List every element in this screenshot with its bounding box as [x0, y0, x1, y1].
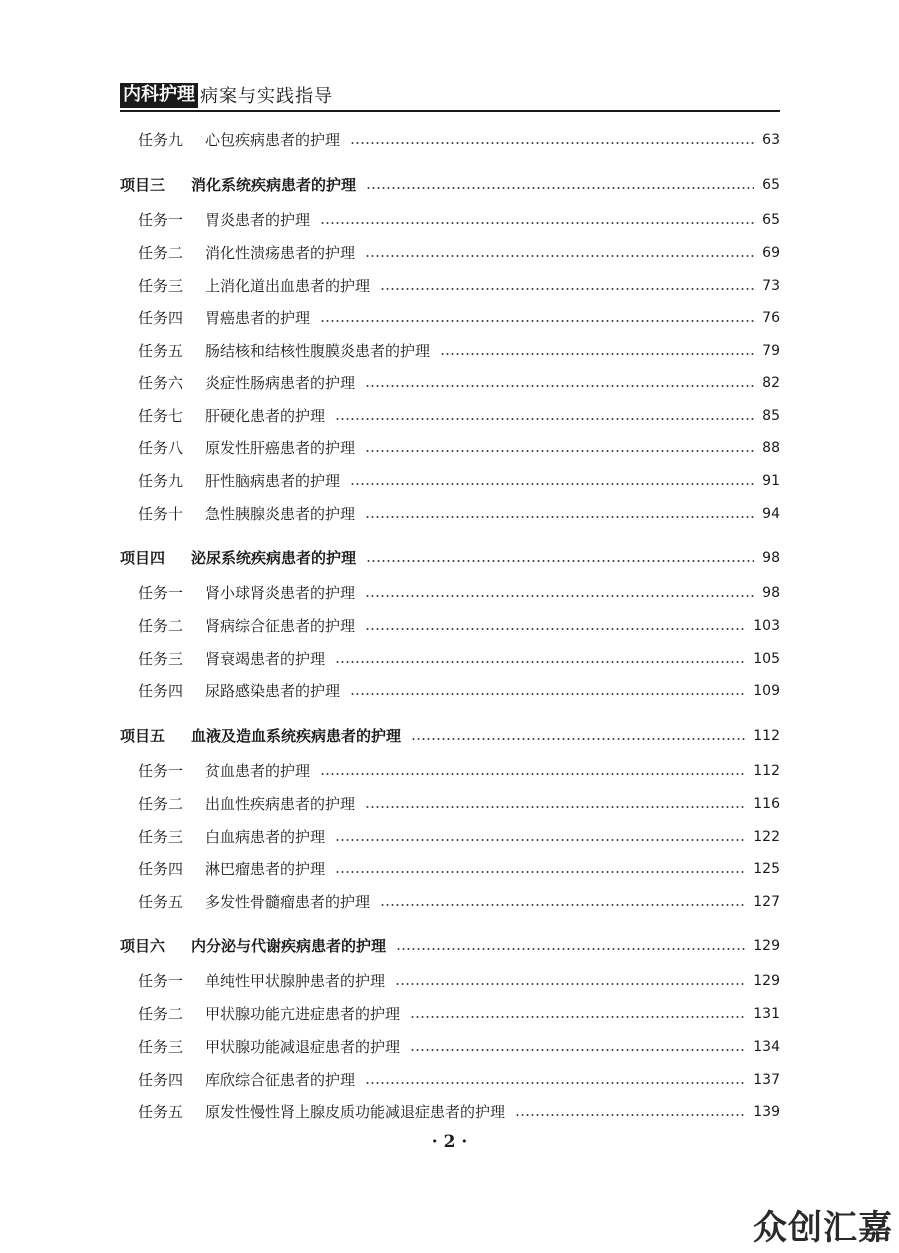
toc-leader-dots [365, 595, 754, 597]
toc-task-entry[interactable] [138, 1003, 780, 1025]
toc-entry-title: 心包疾病患者的护理 [205, 131, 341, 149]
toc-entry-title: 原发性肝癌患者的护理 [205, 439, 356, 457]
toc-entry-number: 任务四 [138, 309, 184, 327]
toc-entry-number: 任务二 [138, 617, 184, 635]
toc-task-entry[interactable] [138, 437, 780, 459]
toc-leader-dots [396, 948, 745, 950]
toc-entry-number: 任务四 [138, 682, 184, 700]
toc-entry-title: 单纯性甲状腺肿患者的护理 [205, 972, 386, 990]
toc-entry-number: 项目六 [120, 937, 166, 955]
toc-leader-dots [320, 320, 754, 322]
toc-entry-number: 任务一 [138, 584, 184, 602]
toc-section-entry[interactable] [120, 725, 780, 747]
toc-entry-title: 炎症性肠病患者的护理 [205, 374, 356, 392]
toc-entry-number: 任务三 [138, 650, 184, 668]
toc-leader-dots [320, 773, 745, 775]
toc-entry-page: 85 [762, 408, 780, 424]
toc-entry-number: 任务四 [138, 1071, 184, 1089]
toc-entry-title: 肾衰竭患者的护理 [205, 650, 326, 668]
toc-section-entry[interactable] [120, 174, 780, 196]
toc-section-entry[interactable] [120, 547, 780, 569]
toc-entry-title: 尿路感染患者的护理 [205, 682, 341, 700]
toc-leader-dots [350, 142, 754, 144]
toc-entry-title: 消化性溃疡患者的护理 [205, 244, 356, 262]
toc-task-entry[interactable] [138, 340, 780, 362]
toc-entry-number: 任务一 [138, 972, 184, 990]
toc-entry-page: 73 [762, 278, 780, 294]
toc-entry-title: 急性胰腺炎患者的护理 [205, 505, 356, 523]
toc-task-entry[interactable] [138, 1101, 780, 1123]
toc-task-entry[interactable] [138, 275, 780, 297]
toc-entry-title: 肝硬化患者的护理 [205, 407, 326, 425]
toc-task-entry[interactable] [138, 582, 780, 604]
toc-entry-title: 消化系统疾病患者的护理 [191, 176, 357, 194]
toc-task-entry[interactable] [138, 470, 780, 492]
toc-entry-page: 112 [753, 763, 780, 779]
toc-task-entry[interactable] [138, 826, 780, 848]
toc-entry-page: 88 [762, 440, 780, 456]
toc-entry-page: 129 [753, 973, 780, 989]
toc-entry-number: 任务一 [138, 762, 184, 780]
toc-leader-dots [335, 871, 745, 873]
toc-leader-dots [411, 738, 745, 740]
toc-entry-number: 任务三 [138, 828, 184, 846]
toc-entry-title: 肝性脑病患者的护理 [205, 472, 341, 490]
toc-entry-title: 白血病患者的护理 [205, 828, 326, 846]
toc-entry-title: 甲状腺功能减退症患者的护理 [205, 1038, 401, 1056]
toc-entry-number: 任务九 [138, 472, 184, 490]
toc-entry-title: 原发性慢性肾上腺皮质功能减退症患者的护理 [205, 1103, 506, 1121]
toc-leader-dots [320, 222, 754, 224]
toc-entry-page: 137 [753, 1072, 780, 1088]
toc-task-entry[interactable] [138, 503, 780, 525]
toc-entry-title: 淋巴瘤患者的护理 [205, 860, 326, 878]
toc-entry-page: 127 [753, 894, 780, 910]
toc-entry-page: 69 [762, 245, 780, 261]
toc-entry-page: 116 [753, 796, 780, 812]
toc-leader-dots [365, 516, 754, 518]
toc-leader-dots [395, 983, 745, 985]
toc-entry-title: 库欣综合征患者的护理 [205, 1071, 356, 1089]
toc-task-entry[interactable] [138, 405, 780, 427]
toc-entry-page: 134 [753, 1039, 780, 1055]
toc-entry-number: 任务五 [138, 342, 184, 360]
toc-leader-dots [380, 904, 745, 906]
toc-leader-dots [410, 1016, 745, 1018]
toc-leader-dots [365, 255, 754, 257]
toc-entry-number: 任务七 [138, 407, 184, 425]
toc-entry-page: 139 [753, 1104, 780, 1120]
toc-entry-number: 任务五 [138, 1103, 184, 1121]
toc-entry-title: 出血性疾病患者的护理 [205, 795, 356, 813]
toc-entry-title: 贫血患者的护理 [205, 762, 311, 780]
toc-entry-number: 任务二 [138, 244, 184, 262]
toc-entry-title: 胃癌患者的护理 [205, 309, 311, 327]
toc-entry-page: 105 [753, 651, 780, 667]
toc-entry-page: 131 [753, 1006, 780, 1022]
toc-entry-page: 82 [762, 375, 780, 391]
toc-task-entry[interactable] [138, 793, 780, 815]
toc-entry-title: 甲状腺功能亢进症患者的护理 [205, 1005, 401, 1023]
toc-task-entry[interactable] [138, 372, 780, 394]
toc-task-entry[interactable] [138, 1036, 780, 1058]
toc-entry-number: 任务四 [138, 860, 184, 878]
toc-entry-number: 任务三 [138, 277, 184, 295]
header-book-subtitle: 病案与实践指导 [200, 86, 333, 107]
toc-entry-page: 76 [762, 310, 780, 326]
toc-entry-page: 65 [762, 177, 780, 193]
toc-task-entry[interactable] [138, 242, 780, 264]
toc-entry-number: 项目四 [120, 549, 166, 567]
toc-entry-number: 任务九 [138, 131, 184, 149]
toc-entry-page: 109 [753, 683, 780, 699]
toc-leader-dots [365, 450, 754, 452]
toc-leader-dots [366, 187, 754, 189]
toc-leader-dots [365, 806, 745, 808]
toc-entry-page: 122 [753, 829, 780, 845]
toc-leader-dots [335, 661, 745, 663]
watermark-logo: 众创汇嘉 [753, 1208, 893, 1248]
toc-task-entry[interactable] [138, 129, 780, 151]
toc-task-entry[interactable] [138, 648, 780, 670]
toc-entry-title: 胃炎患者的护理 [205, 211, 311, 229]
toc-entry-page: 112 [753, 728, 780, 744]
toc-entry-number: 任务八 [138, 439, 184, 457]
toc-entry-number: 任务六 [138, 374, 184, 392]
toc-task-entry[interactable] [138, 209, 780, 231]
toc-entry-page: 91 [762, 473, 780, 489]
toc-entry-title: 肠结核和结核性腹膜炎患者的护理 [205, 342, 431, 360]
toc-entry-page: 129 [753, 938, 780, 954]
toc-entry-number: 项目五 [120, 727, 166, 745]
toc-leader-dots [365, 385, 754, 387]
toc-entry-page: 98 [762, 550, 780, 566]
toc-entry-page: 98 [762, 585, 780, 601]
toc-entry-number: 任务五 [138, 893, 184, 911]
toc-leader-dots [515, 1114, 745, 1116]
toc-entry-title: 泌尿系统疾病患者的护理 [191, 549, 357, 567]
toc-entry-number: 任务二 [138, 795, 184, 813]
toc-leader-dots [366, 560, 754, 562]
toc-entry-title: 肾病综合征患者的护理 [205, 617, 356, 635]
toc-entry-title: 内分泌与代谢疾病患者的护理 [191, 937, 387, 955]
toc-task-entry[interactable] [138, 615, 780, 637]
toc-entry-title: 多发性骨髓瘤患者的护理 [205, 893, 371, 911]
toc-entry-page: 65 [762, 212, 780, 228]
toc-entry-title: 上消化道出血患者的护理 [205, 277, 371, 295]
toc-entry-title: 血液及造血系统疾病患者的护理 [191, 727, 402, 745]
toc-entry-number: 项目三 [120, 176, 166, 194]
toc-leader-dots [350, 693, 745, 695]
header-book-title-highlight: 内科护理 [120, 83, 198, 108]
toc-entry-page: 103 [753, 618, 780, 634]
toc-entry-page: 125 [753, 861, 780, 877]
toc-entry-page: 94 [762, 506, 780, 522]
page-number: · 2 · [431, 1132, 468, 1152]
toc-entry-number: 任务一 [138, 211, 184, 229]
toc-leader-dots [350, 483, 754, 485]
toc-task-entry[interactable] [138, 891, 780, 913]
toc-task-entry[interactable] [138, 970, 780, 992]
toc-entry-page: 79 [762, 343, 780, 359]
toc-task-entry[interactable] [138, 307, 780, 329]
toc-entry-number: 任务十 [138, 505, 184, 523]
toc-entry-number: 任务三 [138, 1038, 184, 1056]
toc-leader-dots [335, 839, 745, 841]
toc-leader-dots [410, 1049, 745, 1051]
toc-section-entry[interactable] [120, 935, 780, 957]
toc-task-entry[interactable] [138, 760, 780, 782]
toc-task-entry[interactable] [138, 1069, 780, 1091]
toc-entry-title: 肾小球肾炎患者的护理 [205, 584, 356, 602]
toc-task-entry[interactable] [138, 858, 780, 880]
toc-leader-dots [440, 353, 754, 355]
toc-leader-dots [335, 418, 754, 420]
toc-task-entry[interactable] [138, 680, 780, 702]
toc-leader-dots [365, 628, 745, 630]
toc-entry-page: 63 [762, 132, 780, 148]
toc-leader-dots [365, 1082, 745, 1084]
toc-entry-number: 任务二 [138, 1005, 184, 1023]
toc-leader-dots [380, 288, 754, 290]
